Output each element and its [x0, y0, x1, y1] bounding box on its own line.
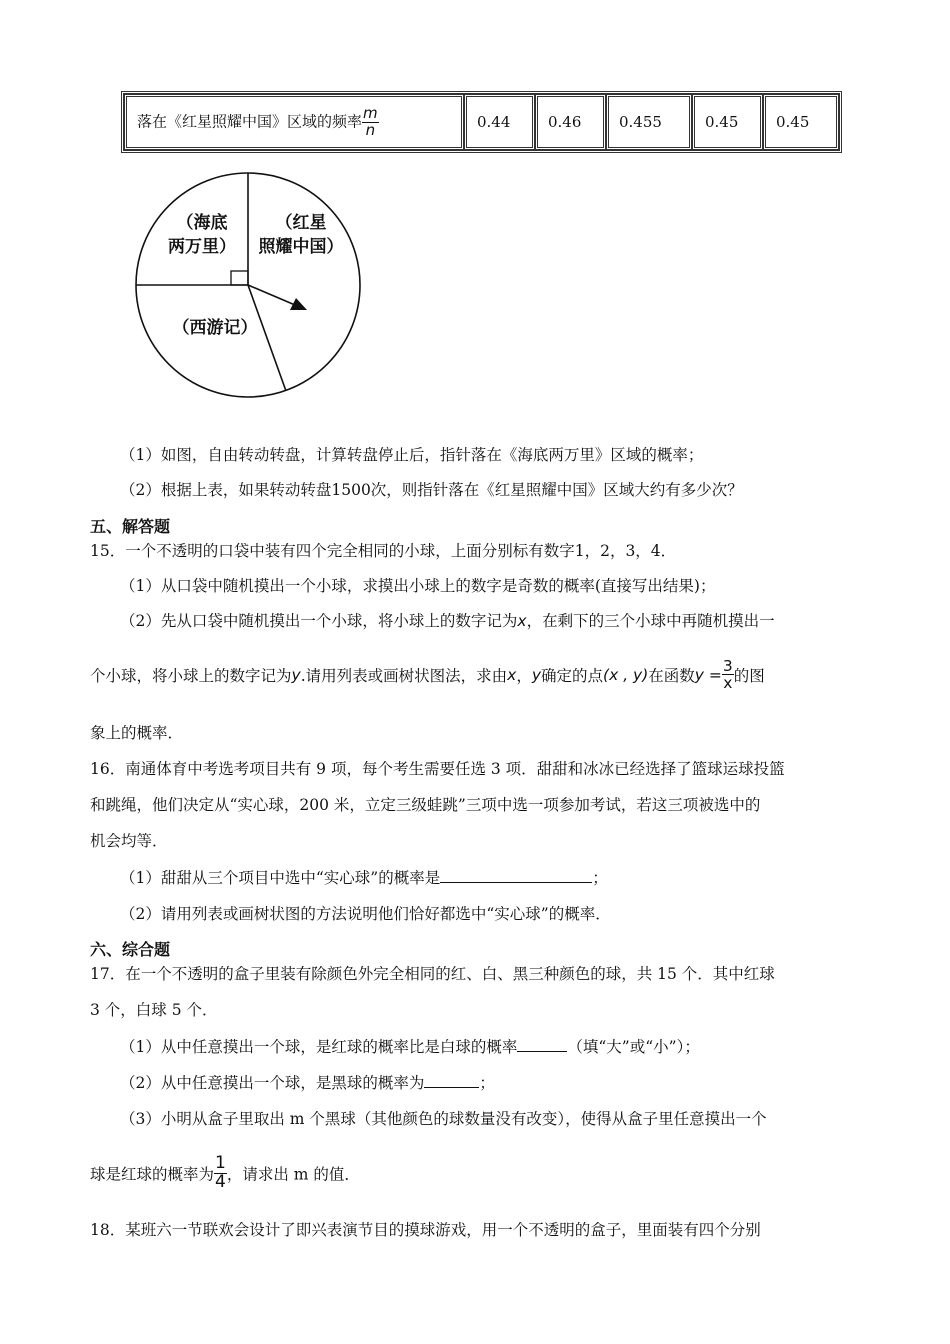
frac-num: 1 [215, 1153, 226, 1173]
frac-den: 4 [215, 1171, 226, 1192]
q16-part1 [120, 866, 608, 888]
right-angle-mark [231, 271, 248, 285]
answer-blank[interactable] [424, 1086, 479, 1088]
frac-den: x [723, 674, 733, 693]
q17-part3: （3）小明从盒子里取出 m 个黑球（其他颜色的球数量没有改变），使得从盒子里任意摸出一个 [120, 1110, 767, 1128]
q15-part2-line3: 象上的概率． [90, 724, 184, 742]
row-label-text: 落在《红星照耀中国》区域的频率 [137, 112, 363, 130]
answer-blank[interactable] [440, 881, 592, 883]
fraction-3-over-x [722, 658, 734, 692]
pointer-line [248, 285, 295, 305]
q16-line2: 和跳绳，他们决定从“实心球，200 米，立定三级蛙跳”三项中选一项参加考试，若这三项被选中的 [90, 796, 761, 814]
q16-part2: （2）请用列表或画树状图的方法说明他们恰好都选中“实心球”的概率． [120, 905, 611, 923]
text: ，请求出 m 的值． [226, 1165, 360, 1184]
text: ，在剩下的三个小球中再随机摸出一 [526, 612, 775, 630]
q17-line2: 3 个，白球 5 个． [90, 1001, 218, 1019]
sector-label-line: （红星 [275, 213, 327, 233]
sector-label-line: 两万里） [168, 237, 236, 257]
q15-part2-line1 [120, 609, 775, 631]
frequency-table [121, 91, 842, 153]
text: （填“大”或“小”）； [567, 1038, 700, 1056]
text: .请用列表或画树状图法，求由 [300, 666, 508, 685]
q15-part1: （1）从口袋中随机摸出一个小球，求摸出小球上的数字是奇数的概率(直接写出结果)； [120, 577, 716, 595]
point-xy: (x , y) [603, 665, 649, 684]
q14-part2: （2）根据上表，如果转动转盘1500次，则指针落在《红星照耀中国》区域大约有多少次？ [120, 481, 743, 499]
q15-stem: 15．一个不透明的口袋中装有四个完全相同的小球，上面分别标有数字1，2，3，4． [90, 542, 677, 560]
var-x: x [507, 665, 517, 684]
fraction-1-over-4 [214, 1155, 227, 1192]
table-row [124, 94, 839, 150]
frac-num: 3 [722, 657, 733, 675]
text: ， [516, 666, 532, 685]
section-title-5: 五、解答题 [90, 517, 171, 536]
text: （1）甜甜从三个项目中选中“实心球”的概率是 [120, 869, 441, 887]
table-cell: 0.46 [535, 94, 606, 150]
sector-label-line: 照耀中国） [258, 237, 344, 257]
frac-num: m [363, 103, 378, 122]
table-cell: 0.44 [464, 94, 535, 150]
frac-den: n [365, 120, 376, 139]
text: （2）先从口袋中随机摸出一个小球，将小球上的数字记为 [120, 612, 518, 630]
text: 的图 [733, 666, 765, 685]
func-lhs: y = [694, 665, 722, 684]
sector-label-top-left [160, 211, 244, 259]
text: 确定的点 [541, 666, 604, 685]
sector-label-line: （海底 [176, 213, 228, 233]
q17-part1 [120, 1035, 700, 1057]
table-cell: 0.45 [763, 94, 839, 150]
q15-part2-line2 [90, 658, 765, 692]
q14-part1: （1）如图，自由转动转盘，计算转盘停止后，指针落在《海底两万里》区域的概率； [120, 446, 704, 464]
q16-line1: 16．南通体育中考选考项目共有 9 项，每个考生需要任选 3 项．甜甜和冰冰已经选择了篮球运球投篮 [90, 760, 785, 778]
text: （2）从中任意摸出一个球，是黑球的概率为 [120, 1074, 425, 1092]
text: 在函数 [648, 666, 695, 685]
section-title-6: 六、综合题 [90, 940, 171, 959]
answer-blank[interactable] [517, 1050, 567, 1052]
q17-line1: 17．在一个不透明的盒子里装有除颜色外完全相同的红、白、黑三种颜色的球，共 15 个．其中红球 [90, 965, 775, 983]
var-x: x [517, 612, 527, 630]
var-y: y [531, 665, 542, 684]
table-row-label [124, 94, 464, 150]
text: ； [479, 1074, 495, 1092]
text: 个小球，将小球上的数字记为 [90, 666, 292, 685]
q17-part3-line2 [90, 1155, 360, 1192]
spinner-diagram [125, 165, 375, 405]
text: （1）从中任意摸出一个球，是红球的概率比是白球的概率 [120, 1038, 518, 1056]
var-y: y [291, 665, 301, 684]
text: ； [592, 869, 608, 887]
q18-line1: 18．某班六一节联欢会设计了即兴表演节目的摸球游戏，用一个不透明的盒子，里面装有四个分别 [90, 1221, 761, 1239]
q16-line3: 机会均等． [90, 832, 168, 850]
q17-part2 [120, 1071, 495, 1093]
text: 球是红球的概率为 [90, 1165, 215, 1184]
table-cell: 0.45 [692, 94, 763, 150]
fraction-m-over-n [362, 103, 379, 139]
sector-label-top-right [251, 211, 351, 259]
table-cell: 0.455 [606, 94, 692, 150]
sector-label-bottom: （西游记） [172, 318, 258, 338]
